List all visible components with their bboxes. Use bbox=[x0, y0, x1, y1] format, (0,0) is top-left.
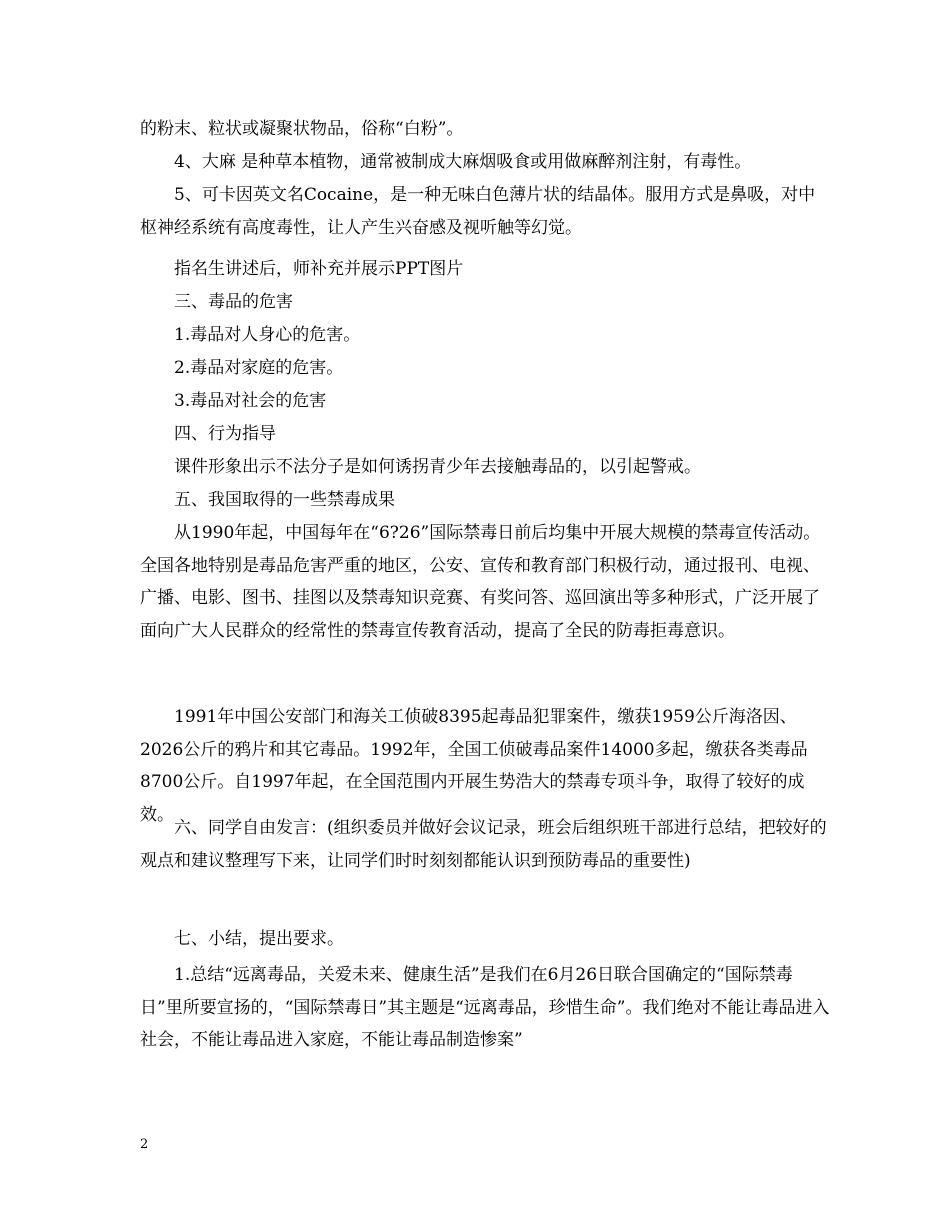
paragraph-marijuana: 4、大麻 是种草本植物，通常被制成大麻烟吸食或用做麻醉剂注射，有毒性。 bbox=[174, 152, 752, 172]
paragraph-guidance: 课件形象出示不法分子是如何诱拐青少年去接触毒品的，以引起警戒。 bbox=[174, 457, 701, 477]
section-heading-summary: 七、小结，提出要求。 bbox=[174, 929, 344, 949]
section-heading-achievements: 五、我国取得的一些禁毒成果 bbox=[174, 490, 395, 510]
section-heading-harm: 三、毒品的危害 bbox=[174, 292, 293, 312]
list-item-harm-2: 2.毒品对家庭的危害。 bbox=[174, 358, 344, 378]
page-number: 2 bbox=[140, 1137, 149, 1152]
paragraph-summary: 1.总结“远离毒品，关爱未来、健康生活”是我们在6月26日联合国确定的“国际禁毒日”里所要宣扬的，“国际禁毒日”其主题是“远离毒品，珍惜生命”。我们绝对不能让毒品进入社会，不能让毒品进入家庭，不能让毒品制造惨案” bbox=[140, 965, 830, 1050]
paragraph-campaign: 从1990年起，中国每年在“6?26”国际禁毒日前后均集中开展大规模的禁毒宣传活动。全国各地特别是毒品危害严重的地区，公安、宣传和教育部门积极行动，通过报刊、电视、广播、电影、图书、挂图以及禁毒知识竞赛、有奖问答、巡回演出等多种形式，广泛开展了面向广大人民群众的经常性的禁毒宣传教育活动，提高了全民的防毒拒毒意识。 bbox=[140, 523, 821, 641]
list-item-harm-1: 1.毒品对人身心的危害。 bbox=[174, 325, 361, 345]
paragraph-cocaine: 5、可卡因英文名Cocaine，是一种无味白色薄片状的结晶体。服用方式是鼻吸，对中枢神经系统有高度毒性，让人产生兴奋感及视听触等幻觉。 bbox=[140, 185, 816, 238]
paragraph-statistics: 1991年中国公安部门和海关工侦破8395起毒品犯罪案件，缴获1959公斤海洛因、2026公斤的鸦片和其它毒品。1992年，全国工侦破毒品案件14000多起，缴获各类毒品8700公斤。自1997年起，在全国范围内开展生势浩大的禁毒专项斗争，取得了较好的成效。 bbox=[140, 707, 808, 825]
paragraph-continuation: 的粉末、粒状或凝聚状物品，俗称“白粉”。 bbox=[140, 119, 464, 139]
list-item-harm-3: 3.毒品对社会的危害 bbox=[174, 391, 327, 411]
paragraph-teacher-note: 指名生讲述后，师补充并展示PPT图片 bbox=[174, 259, 464, 279]
section-heading-guidance: 四、行为指导 bbox=[174, 424, 276, 444]
section-heading-discussion: 六、同学自由发言：(组织委员并做好会议记录，班会后组织班干部进行总结，把较好的观点和建议整理写下来，让同学们时时刻刻都能认识到预防毒品的重要性) bbox=[140, 818, 827, 871]
